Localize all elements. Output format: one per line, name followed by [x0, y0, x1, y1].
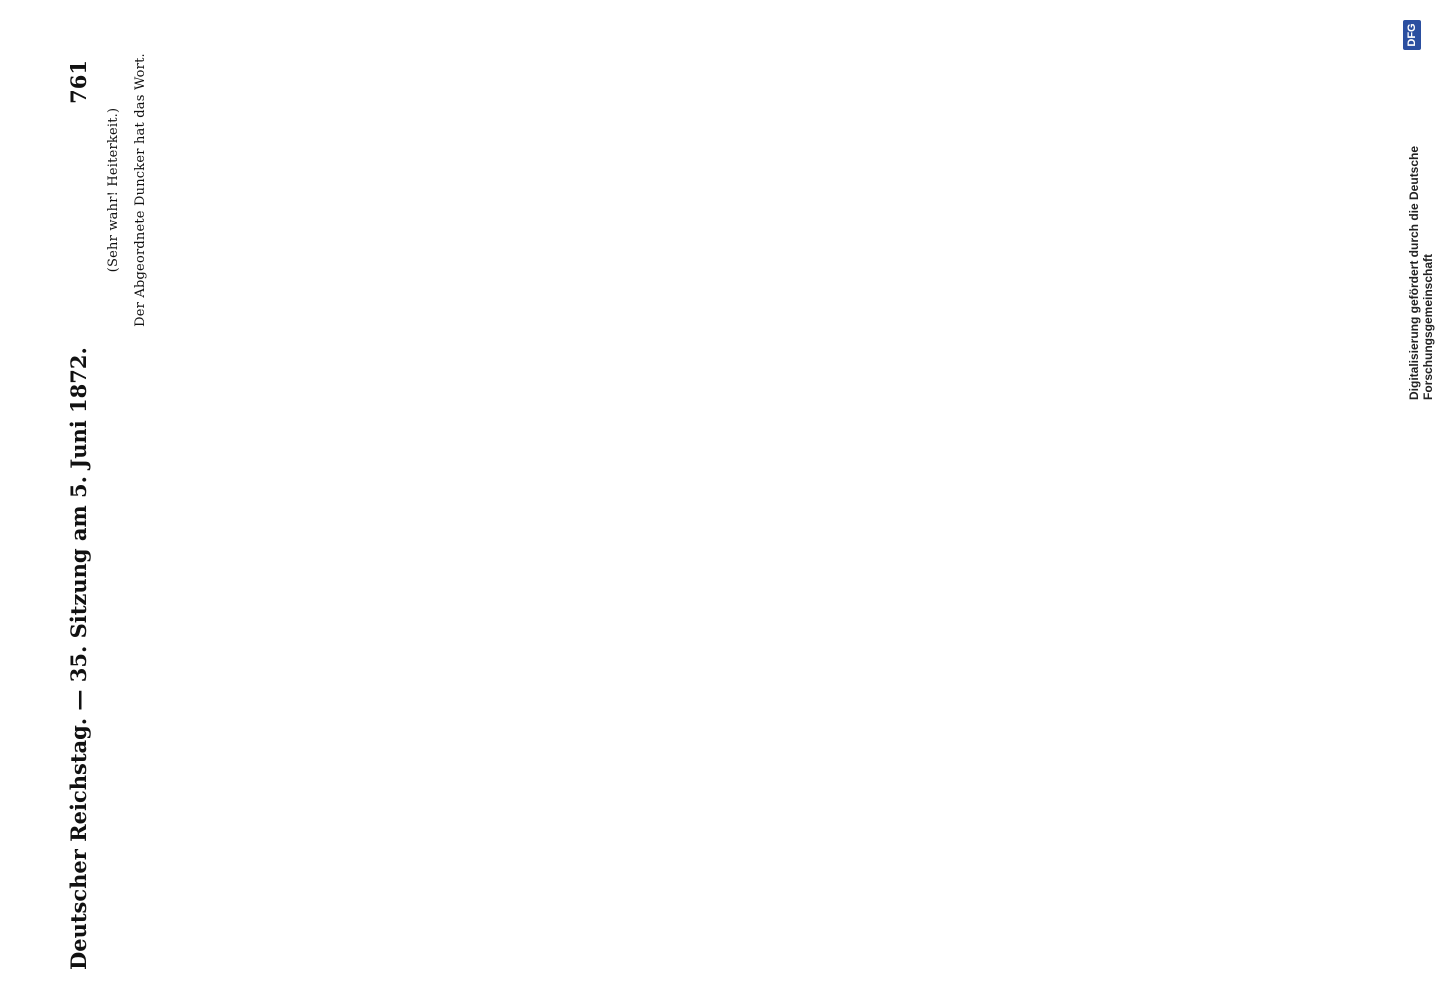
text-column-3	[100, 44, 1370, 336]
page-number: 761	[66, 60, 91, 104]
dfg-logo: DFG	[1403, 20, 1421, 50]
text-line: Der Abgeordnete Duncker hat das Wort.	[133, 53, 148, 327]
running-title: Deutscher Reichstag. — 35. Sitzung am 5. Juni 1872.	[66, 347, 91, 970]
text-column-2	[100, 388, 1370, 658]
text-line: (Sehr wahr! Heiterkeit.)	[106, 107, 121, 273]
text-column-1	[100, 710, 1370, 980]
page-header	[62, 40, 96, 980]
digitization-credit	[1405, 20, 1435, 980]
credit-text: Digitalisierung gefördert durch die Deutsche Forschungsgemeinschaft	[1407, 145, 1435, 400]
